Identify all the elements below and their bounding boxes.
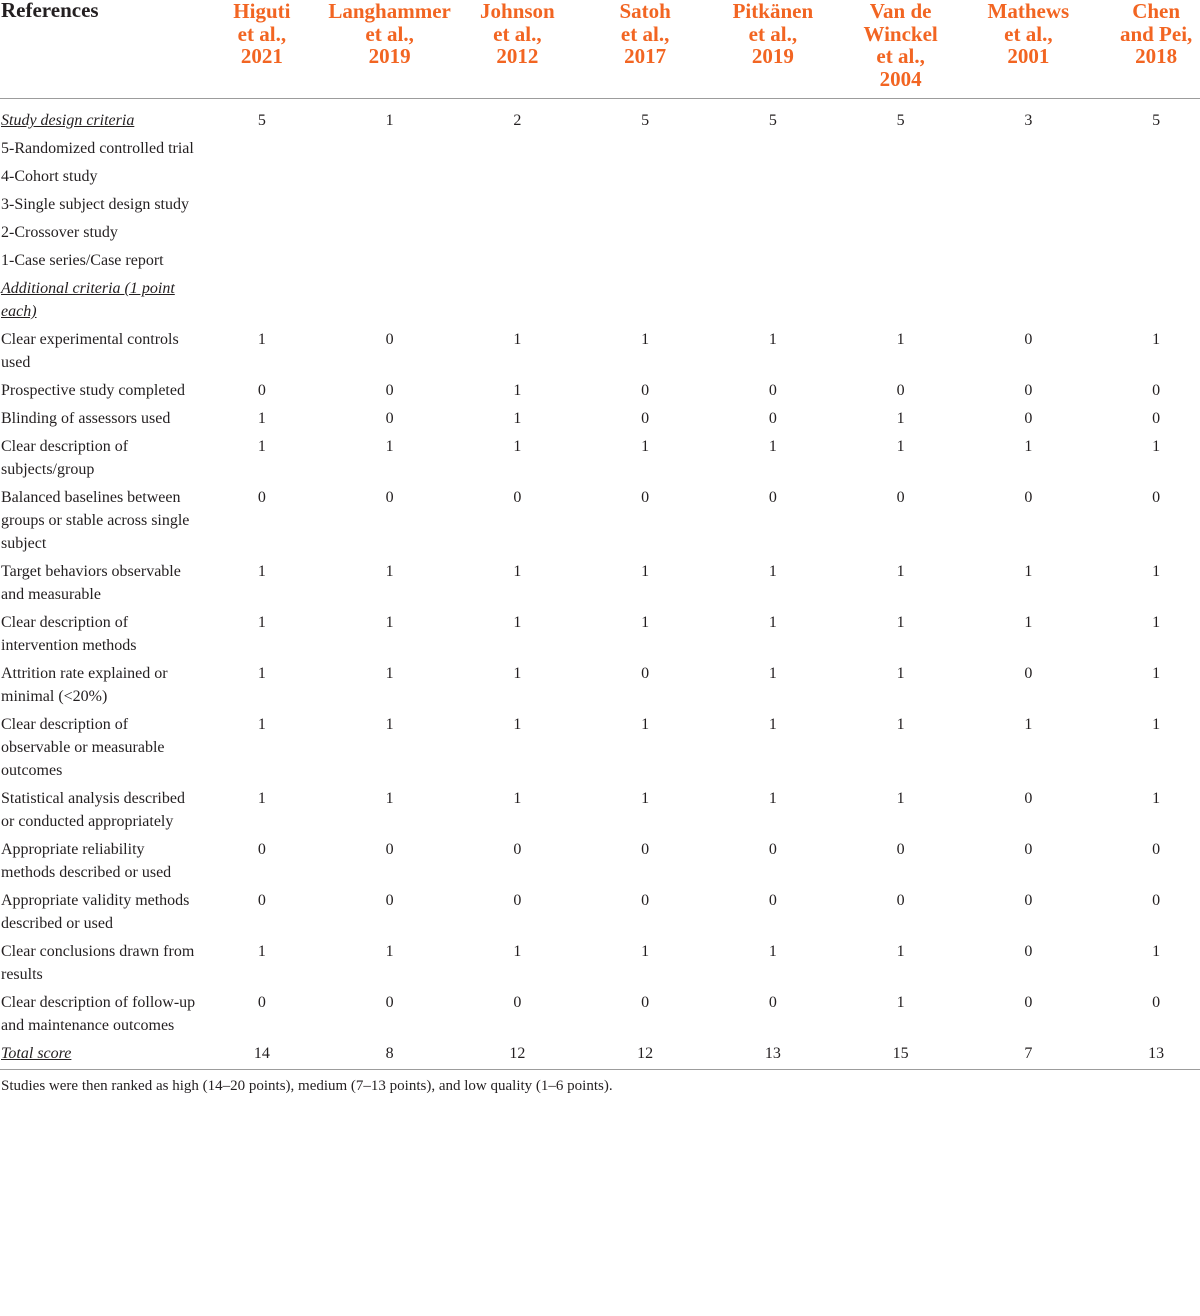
score-cell: 1 — [1024, 614, 1033, 631]
criterion-row — [0, 560, 1200, 611]
score-cell: 0 — [1024, 331, 1033, 348]
score-cell — [709, 249, 837, 277]
criterion-row — [0, 328, 1200, 379]
score-cell — [581, 249, 709, 277]
score-cell: 0 — [513, 994, 522, 1011]
row-label: Clear experimental controls used — [1, 331, 179, 371]
score-cell: 1 — [385, 112, 394, 129]
criterion-row — [0, 787, 1200, 838]
score-cell — [581, 221, 709, 249]
criterion-row — [0, 486, 1200, 560]
score-cell: 1 — [1152, 790, 1161, 807]
score-cell: 0 — [1152, 382, 1161, 399]
score-cell: 0 — [1152, 994, 1161, 1011]
row-label: Blinding of assessors used — [1, 410, 171, 427]
study-header: Satoh et al., 2017 — [581, 0, 709, 99]
score-cell — [454, 277, 582, 328]
score-cell: 1 — [385, 438, 394, 455]
score-cell: 3 — [1024, 112, 1033, 129]
criterion-row — [0, 838, 1200, 889]
score-cell: 5 — [768, 112, 777, 129]
score-cell: 1 — [385, 563, 394, 580]
row-label: 3-Single subject design study — [1, 196, 189, 213]
score-cell — [198, 277, 326, 328]
score-cell: 0 — [768, 994, 777, 1011]
score-cell: 0 — [1024, 994, 1033, 1011]
score-cell: 1 — [385, 790, 394, 807]
score-cell: 1 — [385, 614, 394, 631]
score-cell — [709, 165, 837, 193]
row-label: Additional criteria (1 point each) — [1, 280, 175, 320]
score-cell: 1 — [257, 331, 266, 348]
score-cell: 1 — [896, 665, 905, 682]
score-cell: 1 — [257, 614, 266, 631]
score-cell: 1 — [641, 563, 650, 580]
study-header: Higuti et al., 2021 — [198, 0, 326, 99]
score-cell: 0 — [1152, 410, 1161, 427]
study-design-option-row — [0, 137, 1200, 165]
score-cell: 0 — [1024, 943, 1033, 960]
score-cell — [198, 221, 326, 249]
study-header: Mathews et al., 2001 — [965, 0, 1093, 99]
score-cell: 1 — [896, 614, 905, 631]
score-cell — [198, 165, 326, 193]
score-cell: 1 — [896, 331, 905, 348]
score-cell: 8 — [326, 1042, 454, 1070]
score-cell: 0 — [513, 892, 522, 909]
score-cell: 0 — [1024, 790, 1033, 807]
score-cell — [198, 193, 326, 221]
row-label: 4-Cohort study — [1, 168, 98, 185]
score-cell: 1 — [1024, 563, 1033, 580]
score-cell — [326, 193, 454, 221]
study-header: Van de Winckel et al., 2004 — [837, 0, 965, 99]
score-cell: 1 — [385, 943, 394, 960]
score-cell: 1 — [641, 614, 650, 631]
study-header: Pitkänen et al., 2019 — [709, 0, 837, 99]
score-cell — [709, 193, 837, 221]
row-label: 2-Crossover study — [1, 224, 118, 241]
score-cell: 1 — [257, 716, 266, 733]
score-cell: 0 — [896, 489, 905, 506]
criterion-row — [0, 889, 1200, 940]
score-cell — [454, 137, 582, 165]
score-cell: 0 — [1024, 841, 1033, 858]
score-cell — [326, 249, 454, 277]
score-cell: 0 — [257, 841, 266, 858]
score-cell — [198, 249, 326, 277]
score-cell — [965, 165, 1093, 193]
score-cell: 0 — [641, 665, 650, 682]
score-cell — [965, 221, 1093, 249]
study-header: Chen and Pei, 2018 — [1092, 0, 1200, 99]
score-cell — [454, 249, 582, 277]
row-label: Appropriate reliability methods described or used — [1, 841, 172, 881]
score-cell — [709, 221, 837, 249]
score-cell: 0 — [385, 489, 394, 506]
row-label: Clear description of follow-up and maintenance outcomes — [1, 994, 196, 1034]
score-cell: 0 — [641, 489, 650, 506]
score-cell: 5 — [1152, 112, 1161, 129]
score-cell — [965, 193, 1093, 221]
row-label: Balanced baselines between groups or stable across single subject — [1, 489, 190, 552]
score-cell: 5 — [896, 112, 905, 129]
score-cell: 1 — [768, 614, 777, 631]
criterion-row — [0, 662, 1200, 713]
criterion-row — [0, 940, 1200, 991]
score-cell: 0 — [1024, 665, 1033, 682]
score-cell — [326, 277, 454, 328]
score-cell: 1 — [1152, 665, 1161, 682]
row-label: Clear conclusions drawn from results — [1, 943, 195, 983]
score-cell — [965, 277, 1093, 328]
criterion-row — [0, 611, 1200, 662]
score-cell — [326, 221, 454, 249]
score-cell: 0 — [1024, 489, 1033, 506]
header-row — [0, 0, 1200, 99]
score-cell — [1092, 193, 1200, 221]
score-cell: 1 — [641, 438, 650, 455]
study-header: Langhammer et al., 2019 — [326, 0, 454, 99]
table-footnote: Studies were then ranked as high (14–20 points), medium (7–13 points), and low quality (1–6 points). — [1, 1078, 613, 1094]
additional-criteria-row — [0, 277, 1200, 328]
score-cell: 1 — [513, 790, 522, 807]
total-score-row — [0, 1042, 1200, 1070]
score-cell: 1 — [1024, 438, 1033, 455]
row-label: Prospective study completed — [1, 382, 185, 399]
row-label: Target behaviors observable and measurable — [1, 563, 181, 603]
score-cell: 1 — [257, 410, 266, 427]
score-cell: 1 — [641, 716, 650, 733]
score-cell: 1 — [896, 438, 905, 455]
score-cell — [709, 137, 837, 165]
study-design-row — [0, 99, 1200, 138]
references-header: References — [0, 0, 198, 99]
score-cell: 0 — [257, 994, 266, 1011]
criterion-row — [0, 991, 1200, 1042]
row-label: Clear description of subjects/group — [1, 438, 129, 478]
score-cell: 1 — [768, 331, 777, 348]
score-cell: 1 — [768, 790, 777, 807]
score-cell: 1 — [1152, 614, 1161, 631]
score-cell: 0 — [896, 382, 905, 399]
score-cell: 0 — [1024, 892, 1033, 909]
row-label: Study design criteria — [1, 112, 135, 129]
score-cell: 1 — [896, 563, 905, 580]
score-cell — [326, 165, 454, 193]
score-cell — [837, 193, 965, 221]
score-cell: 1 — [513, 382, 522, 399]
score-cell — [1092, 165, 1200, 193]
score-cell: 13 — [1092, 1042, 1200, 1070]
score-cell — [581, 165, 709, 193]
score-cell: 0 — [257, 382, 266, 399]
score-cell: 1 — [641, 790, 650, 807]
score-cell: 0 — [641, 994, 650, 1011]
score-cell: 0 — [641, 841, 650, 858]
score-cell: 1 — [257, 438, 266, 455]
row-label: Attrition rate explained or minimal (<20%) — [1, 665, 168, 705]
score-cell: 1 — [257, 790, 266, 807]
row-label: Clear description of intervention methods — [1, 614, 137, 654]
score-cell — [1092, 137, 1200, 165]
score-cell: 13 — [709, 1042, 837, 1070]
score-cell — [709, 277, 837, 328]
score-cell — [1092, 277, 1200, 328]
row-label: 1-Case series/Case report — [1, 252, 164, 269]
score-cell: 1 — [641, 943, 650, 960]
score-cell: 1 — [513, 410, 522, 427]
score-cell: 1 — [513, 331, 522, 348]
score-cell — [1092, 221, 1200, 249]
score-cell: 0 — [768, 410, 777, 427]
score-cell — [454, 165, 582, 193]
score-cell: 1 — [385, 665, 394, 682]
score-cell: 0 — [1024, 382, 1033, 399]
score-cell: 0 — [896, 841, 905, 858]
score-cell: 1 — [1152, 563, 1161, 580]
score-cell — [454, 221, 582, 249]
score-cell: 0 — [385, 841, 394, 858]
row-label: Statistical analysis described or conducted appropriately — [1, 790, 185, 830]
score-cell: 1 — [896, 790, 905, 807]
score-cell: 0 — [513, 841, 522, 858]
score-cell: 0 — [1152, 892, 1161, 909]
score-cell — [837, 277, 965, 328]
score-cell — [454, 193, 582, 221]
score-cell: 1 — [257, 665, 266, 682]
score-cell — [198, 137, 326, 165]
score-cell: 0 — [641, 892, 650, 909]
score-cell: 0 — [385, 382, 394, 399]
study-design-option-row — [0, 165, 1200, 193]
score-cell: 1 — [1152, 716, 1161, 733]
score-cell: 1 — [1152, 331, 1161, 348]
score-cell: 1 — [513, 614, 522, 631]
score-cell: 1 — [513, 716, 522, 733]
score-cell: 0 — [768, 382, 777, 399]
score-cell — [837, 137, 965, 165]
score-cell: 1 — [385, 716, 394, 733]
study-header: Johnson et al., 2012 — [454, 0, 582, 99]
row-label: Appropriate validity methods described or used — [1, 892, 190, 932]
score-cell — [326, 137, 454, 165]
criterion-row — [0, 713, 1200, 787]
score-cell: 15 — [837, 1042, 965, 1070]
criterion-row — [0, 435, 1200, 486]
score-cell: 1 — [896, 994, 905, 1011]
score-cell: 1 — [513, 438, 522, 455]
score-cell: 0 — [641, 410, 650, 427]
score-cell: 0 — [385, 892, 394, 909]
score-cell: 0 — [385, 994, 394, 1011]
score-cell: 1 — [768, 563, 777, 580]
score-cell — [837, 165, 965, 193]
score-cell: 0 — [896, 892, 905, 909]
score-cell: 0 — [1152, 489, 1161, 506]
score-cell: 1 — [641, 331, 650, 348]
score-cell — [1092, 249, 1200, 277]
score-cell — [837, 221, 965, 249]
row-label: 5-Randomized controlled trial — [1, 140, 194, 157]
score-cell: 12 — [581, 1042, 709, 1070]
score-cell: 1 — [257, 943, 266, 960]
score-cell: 1 — [1024, 716, 1033, 733]
study-design-option-row — [0, 221, 1200, 249]
table-body — [0, 99, 1200, 1070]
study-design-option-row — [0, 193, 1200, 221]
score-cell: 14 — [198, 1042, 326, 1070]
score-cell: 5 — [641, 112, 650, 129]
score-cell: 0 — [257, 892, 266, 909]
score-cell: 0 — [768, 489, 777, 506]
score-cell: 1 — [513, 943, 522, 960]
score-cell: 0 — [385, 410, 394, 427]
study-design-option-row — [0, 249, 1200, 277]
criterion-row — [0, 379, 1200, 407]
score-cell: 0 — [768, 841, 777, 858]
score-cell: 0 — [768, 892, 777, 909]
row-label: Total score — [0, 1042, 198, 1070]
score-cell: 1 — [1152, 943, 1161, 960]
score-cell — [965, 249, 1093, 277]
score-cell — [965, 137, 1093, 165]
score-cell: 5 — [257, 112, 266, 129]
score-cell: 2 — [513, 112, 522, 129]
score-cell: 1 — [513, 563, 522, 580]
score-cell: 0 — [385, 331, 394, 348]
score-cell: 0 — [1152, 841, 1161, 858]
score-cell: 1 — [768, 438, 777, 455]
criterion-row — [0, 407, 1200, 435]
score-cell: 1 — [896, 943, 905, 960]
score-cell: 12 — [454, 1042, 582, 1070]
score-cell: 0 — [1024, 410, 1033, 427]
score-cell: 1 — [768, 716, 777, 733]
score-cell — [581, 193, 709, 221]
score-cell: 1 — [768, 943, 777, 960]
score-cell: 1 — [768, 665, 777, 682]
score-cell: 0 — [641, 382, 650, 399]
score-cell — [581, 277, 709, 328]
row-label: Clear description of observable or measurable outcomes — [1, 716, 165, 779]
score-cell: 0 — [257, 489, 266, 506]
score-cell — [581, 137, 709, 165]
score-cell: 7 — [965, 1042, 1093, 1070]
score-cell — [837, 249, 965, 277]
score-cell: 1 — [257, 563, 266, 580]
score-cell: 1 — [896, 410, 905, 427]
score-cell: 1 — [1152, 438, 1161, 455]
score-cell: 1 — [513, 665, 522, 682]
score-cell: 0 — [513, 489, 522, 506]
score-cell: 1 — [896, 716, 905, 733]
